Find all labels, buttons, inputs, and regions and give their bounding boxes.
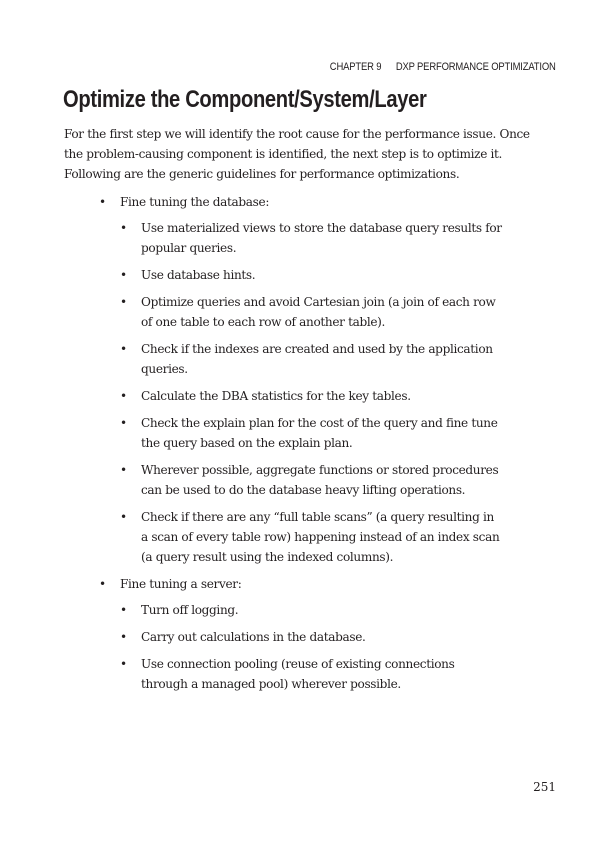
guideline-list [64, 192, 544, 694]
guideline-item [64, 218, 544, 258]
guideline-item [64, 339, 544, 379]
guideline-item [64, 292, 544, 332]
guideline-item-text: Check the explain plan for the cost of the query and fine tune the query based on the explain plan. [141, 416, 498, 450]
guideline-sublist [64, 600, 544, 694]
guideline-item [64, 386, 544, 406]
group-label: Fine tuning a server: [120, 577, 242, 591]
guideline-item-text: Wherever possible, aggregate functions or stored procedures can be used to do the database heavy lifting operations. [141, 463, 499, 497]
bullet-icon: • [99, 195, 106, 209]
guideline-group [64, 192, 544, 567]
page-number: 251 [533, 780, 556, 794]
bullet-icon: • [120, 463, 127, 477]
guideline-item [64, 413, 544, 453]
guideline-item-text: Calculate the DBA statistics for the key tables. [141, 389, 411, 403]
guideline-item-text: Optimize queries and avoid Cartesian join (a join of each row of one table to each row of another table). [141, 295, 496, 329]
chapter-title: DXP PERFORMANCE OPTIMIZATION [396, 61, 556, 73]
bullet-icon: • [99, 577, 106, 591]
bullet-icon: • [120, 389, 127, 403]
bullet-icon: • [120, 510, 127, 524]
section-title: Optimize the Component/System/Layer [63, 86, 427, 113]
bullet-icon: • [120, 221, 127, 235]
bullet-icon: • [120, 416, 127, 430]
group-label: Fine tuning the database: [120, 195, 270, 209]
guideline-item [64, 600, 544, 620]
bullet-icon: • [120, 603, 127, 617]
bullet-icon: • [120, 657, 127, 671]
guideline-item [64, 507, 544, 567]
guideline-item-text: Use materialized views to store the database query results for popular queries. [141, 221, 502, 255]
bullet-icon: • [120, 630, 127, 644]
guideline-item-text: Use connection pooling (reuse of existing connections through a managed pool) wherever possible. [141, 657, 455, 691]
guideline-item-text: Check if there are any “full table scans” (a query resulting in a scan of every table row) happening instead of an index scan (a query result using the indexed columns). [141, 510, 500, 564]
guideline-sublist [64, 218, 544, 567]
guideline-item [64, 627, 544, 647]
running-head [330, 61, 556, 73]
chapter-number: CHAPTER 9 [330, 61, 382, 73]
guideline-item-text: Turn off logging. [141, 603, 239, 617]
guideline-group [64, 574, 544, 694]
bullet-icon: • [120, 268, 127, 282]
guideline-item-text: Check if the indexes are created and used by the application queries. [141, 342, 493, 376]
bullet-icon: • [120, 342, 127, 356]
guideline-item [64, 265, 544, 285]
guideline-item [64, 460, 544, 500]
intro-paragraph: For the first step we will identify the root cause for the performance issue. Once the problem-causing component is identified, the next step is to optimize it. Following are the generic guidelines for performance optimizations. [64, 127, 530, 181]
guideline-item-text: Carry out calculations in the database. [141, 630, 366, 644]
body-text [64, 124, 544, 701]
guideline-item [64, 654, 544, 694]
guideline-item-text: Use database hints. [141, 268, 256, 282]
bullet-icon: • [120, 295, 127, 309]
